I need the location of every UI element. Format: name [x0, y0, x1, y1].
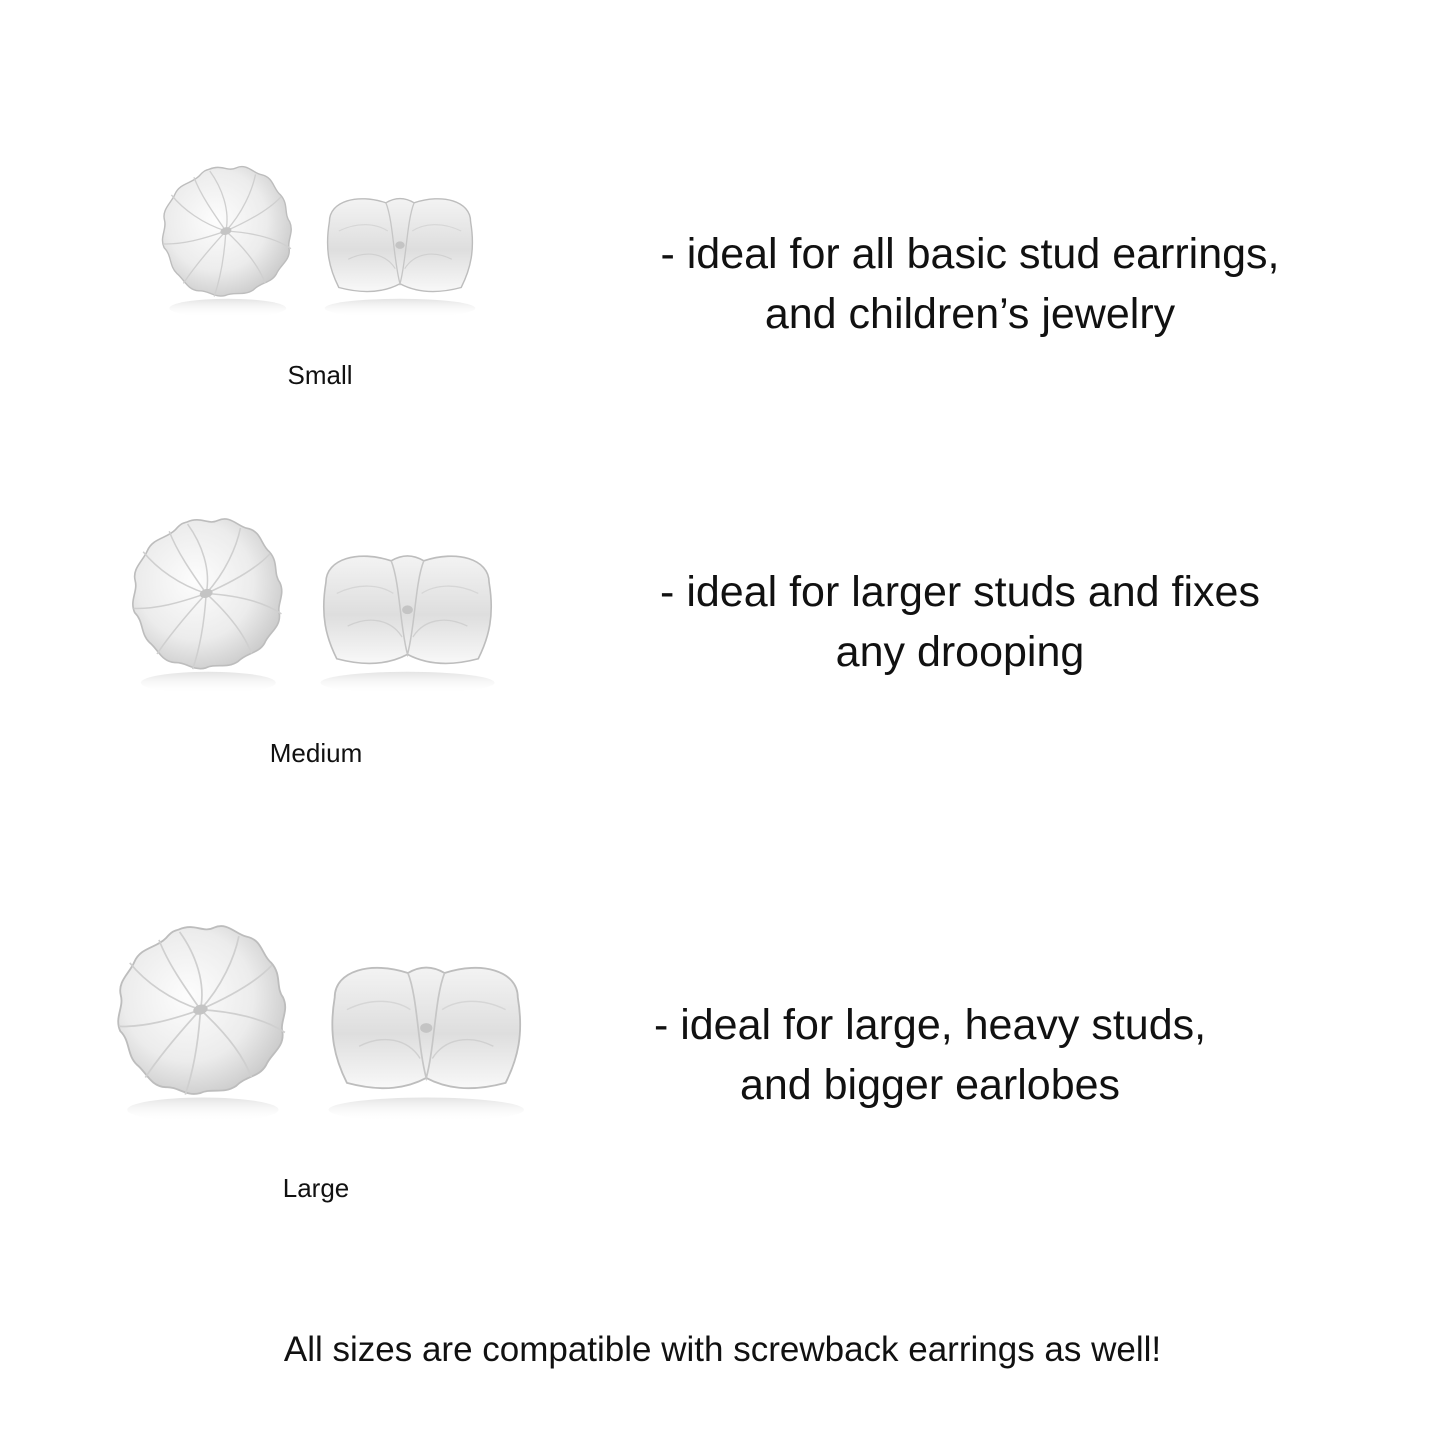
- earring-backs-image-large: [115, 915, 530, 1147]
- description-line: - ideal for larger studs and fixes: [660, 568, 1260, 616]
- compatibility-note: All sizes are compatible with screwback earrings as well!: [283, 1330, 1162, 1369]
- description-line: and children’s jewelry: [764, 290, 1176, 338]
- size-label-medium: Medium: [269, 738, 363, 768]
- earring-backs-graphic: [130, 510, 500, 715]
- description-line: - ideal for all basic stud earrings,: [660, 230, 1280, 278]
- earring-backs-graphic: [160, 160, 480, 335]
- size-label-large: Large: [282, 1173, 350, 1203]
- earring-backs-image-medium: [130, 510, 500, 715]
- earring-backs-image-small: [160, 160, 480, 335]
- size-description-small: [590, 224, 1350, 344]
- size-description-medium: [580, 562, 1340, 682]
- earring-backs-graphic: [115, 915, 530, 1147]
- size-description-large: [550, 995, 1310, 1115]
- description-line: - ideal for large, heavy studs,: [653, 1001, 1207, 1049]
- description-line: and bigger earlobes: [739, 1061, 1121, 1109]
- description-line: any drooping: [835, 628, 1085, 676]
- size-label-small: Small: [287, 360, 353, 390]
